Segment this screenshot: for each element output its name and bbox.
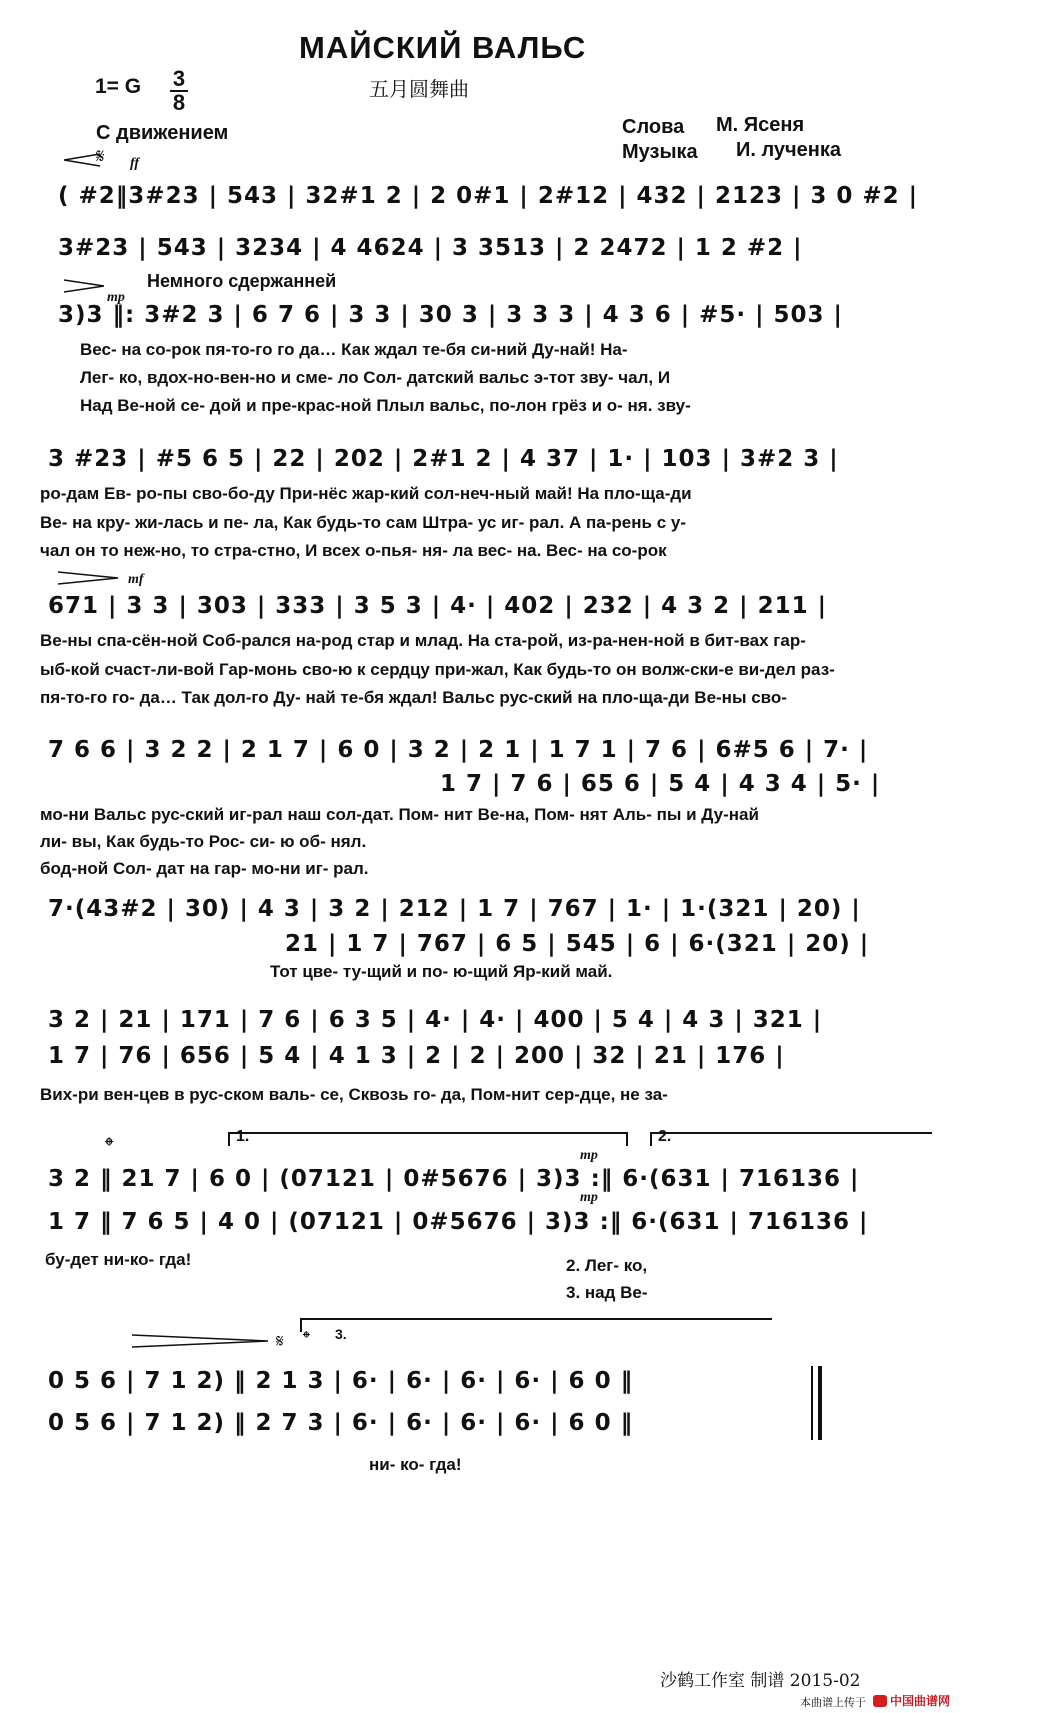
dynamic-ff: ff	[130, 156, 140, 171]
lyrics-verse-2-c: ыб-кой счаст-ли-вой Гар-монь сво-ю к сердцу при-жал, Как будь-то он волж-ски-е ви-дел раз-	[40, 660, 835, 679]
lyrics-line-g3: 3. над Ве-	[566, 1283, 648, 1302]
notation-line-2: 3#23 | 543 | 3234 | 4 4624 | 3 3513 | 2 2472 | 1 2 #2 |	[58, 235, 803, 261]
notation-line-9-lower: 1 7 ‖ 7 6 5 | 4 0 | (07121 | 0#5676 | 3)3 :‖ 6·(631 | 716136 |	[48, 1209, 869, 1235]
song-title: МАЙСКИЙ ВАЛЬС	[299, 30, 587, 65]
site-logo	[873, 1692, 950, 1709]
footer-credit: 沙鹤工作室 制谱 2015-02	[660, 1671, 861, 1691]
lyrics-verse-3-c: пя-то-го го- да… Так дол-го Ду- най те-бя ждал! Вальс рус-ский на пло-ща-ди Ве-ны сво-	[40, 688, 787, 707]
time-signature	[170, 68, 188, 114]
notation-line-7-upper: 7·(43#2 | 30) | 4 3 | 3 2 | 212 | 1 7 | 767 | 1· | 1·(321 | 20) |	[48, 896, 861, 922]
lyrics-verse-1-c: Ве-ны спа-сён-ной Соб-рался на-род стар и млад. На ста-рой, из-ра-нен-ной в бит-вах гар-	[40, 631, 806, 650]
decrescendo-hairpin-icon-3	[130, 1333, 270, 1349]
notation-line-9-upper: 3 2 ‖ 21 7 | 6 0 | (07121 | 0#5676 | 3)3 :‖ 6·(631 | 716136 |	[48, 1166, 860, 1192]
segno-icon: 𝄋	[96, 146, 105, 168]
notation-line-6-lower: 1 7 | 7 6 | 65 6 | 5 4 | 4 3 4 | 5· |	[440, 771, 881, 797]
chinese-subtitle: 五月圆舞曲	[369, 77, 469, 101]
final-bar	[818, 1366, 822, 1440]
lyrics-line-e: Тот цве- ту-щий и по- ю-щий Яр-кий май.	[270, 962, 613, 981]
dynamic-mf: mf	[128, 572, 144, 587]
coda-icon-2: 𝄌	[303, 1328, 310, 1350]
notation-line-10-upper: 0 5 6 | 7 1 2) ‖ 2 1 3 | 6· | 6· | 6· | 6· | 6 0 ‖	[48, 1368, 634, 1394]
footer-uploaded: 本曲谱上传于	[800, 1696, 866, 1709]
notation-line-4: 3 #23 | #5 6 5 | 22 | 202 | 2#1 2 | 4 37 | 1· | 103 | 3#2 3 |	[48, 446, 839, 472]
coda-icon: 𝄌	[105, 1133, 114, 1160]
lyrics-line-h: ни- ко- гда!	[369, 1455, 462, 1474]
crescendo-hairpin-icon	[62, 152, 102, 168]
lyrics-verse-1-b: ро-дам Ев- ро-пы сво-бо-ду При-нёс жар-кий сол-неч-ный май! На пло-ща-ди	[40, 484, 692, 503]
lyrics-line-f: Вих-ри вен-цев в рус-ском валь- се, Сквозь го- да, Пом-нит сер-дце, не за-	[40, 1085, 668, 1104]
music-author: И. лученка	[736, 139, 841, 161]
site-logo-icon	[873, 1695, 887, 1707]
volta-first-label: 1.	[236, 1128, 250, 1145]
time-denominator: 8	[172, 90, 186, 115]
volta-third-label: 3.	[335, 1326, 347, 1342]
lyrics-verse-3-a: Над Ве-ной се- дой и пре-крас-ной Плыл вальс, по-лон грёз и о- ня. зву-	[80, 396, 691, 415]
volta-first-ending	[228, 1128, 628, 1146]
lyrics-verse-3-d: бод-ной Сол- дат на гар- мо-ни иг- рал.	[40, 859, 369, 878]
words-author: М. Ясеня	[716, 114, 805, 136]
time-numerator: 3	[170, 68, 188, 92]
notation-line-8-upper: 3 2 | 21 | 171 | 7 6 | 6 3 5 | 4· | 4· | 400 | 5 4 | 4 3 | 321 |	[48, 1007, 823, 1033]
tempo-marking: С движением	[96, 122, 229, 144]
lyrics-verse-1-a: Вес- на со-рок пя-то-го го да… Как ждал те-бя си-ний Ду-най! На-	[80, 340, 628, 359]
notation-line-1: ( #2‖3#23 | 543 | 32#1 2 | 2 0#1 | 2#12 | 432 | 2123 | 3 0 #2 |	[58, 183, 919, 209]
decrescendo-hairpin-icon-2	[56, 570, 122, 586]
music-label: Музыка	[622, 141, 698, 163]
words-label: Слова	[622, 116, 685, 138]
site-name: 中国曲谱网	[890, 1694, 951, 1708]
lyrics-verse-2-a: Лег- ко, вдох-но-вен-но и сме- ло Сол- датский вальс э-тот зву- чал, И	[80, 368, 671, 387]
lyrics-verse-2-d: ли- вы, Как будь-то Рос- си- ю об- нял.	[40, 832, 367, 851]
lyrics-line-g2: 2. Лег- ко,	[566, 1256, 648, 1275]
notation-line-3: 3)3 ‖: 3#2 3 | 6 7 6 | 3 3 | 30 3 | 3 3 3 | 4 3 6 | #5· | 503 |	[58, 302, 843, 328]
volta-third-ending	[300, 1318, 772, 1332]
notation-line-8-lower: 1 7 | 76 | 656 | 5 4 | 4 1 3 | 2 | 2 | 200 | 32 | 21 | 176 |	[48, 1043, 785, 1069]
lyrics-verse-2-b: Ве- на кру- жи-лась и пе- ла, Как будь-то сам Штра- ус иг- рал. А па-рень с у-	[40, 513, 686, 532]
lyrics-line-g: бу-дет ни-ко- гда!	[45, 1250, 192, 1269]
volta-second-ending	[650, 1128, 932, 1146]
tempo-change-label: Немного сдержанней	[147, 271, 337, 291]
segno-icon-2: 𝄋	[276, 1331, 284, 1351]
notation-line-7-lower: 21 | 1 7 | 767 | 6 5 | 545 | 6 | 6·(321 | 20) |	[285, 931, 870, 957]
lyrics-verse-1-d: мо-ни Вальс рус-ский иг-рал наш сол-дат. Пом- нит Ве-на, Пом- нят Аль- пы и Ду-най	[40, 805, 759, 824]
lyrics-verse-3-b: чал он то неж-но, то стра-стно, И всех о-пья- ня- ла вес- на. Вес- на со-рок	[40, 541, 667, 560]
decrescendo-hairpin-icon	[62, 278, 106, 294]
key-signature: 1= G	[95, 75, 142, 98]
notation-line-10-lower: 0 5 6 | 7 1 2) ‖ 2 7 3 | 6· | 6· | 6· | 6· | 6 0 ‖	[48, 1410, 634, 1436]
dynamic-mp-3: mp	[580, 1190, 598, 1205]
final-bar-thin	[811, 1366, 813, 1440]
volta-second-label: 2.	[658, 1128, 672, 1145]
dynamic-mp: mp	[107, 290, 125, 305]
dynamic-mp-2: mp	[580, 1148, 598, 1163]
notation-line-5: 671 | 3 3 | 303 | 333 | 3 5 3 | 4· | 402 | 232 | 4 3 2 | 211 |	[48, 593, 828, 619]
notation-line-6-upper: 7 6 6 | 3 2 2 | 2 1 7 | 6 0 | 3 2 | 2 1 | 1 7 1 | 7 6 | 6#5 6 | 7· |	[48, 737, 869, 763]
